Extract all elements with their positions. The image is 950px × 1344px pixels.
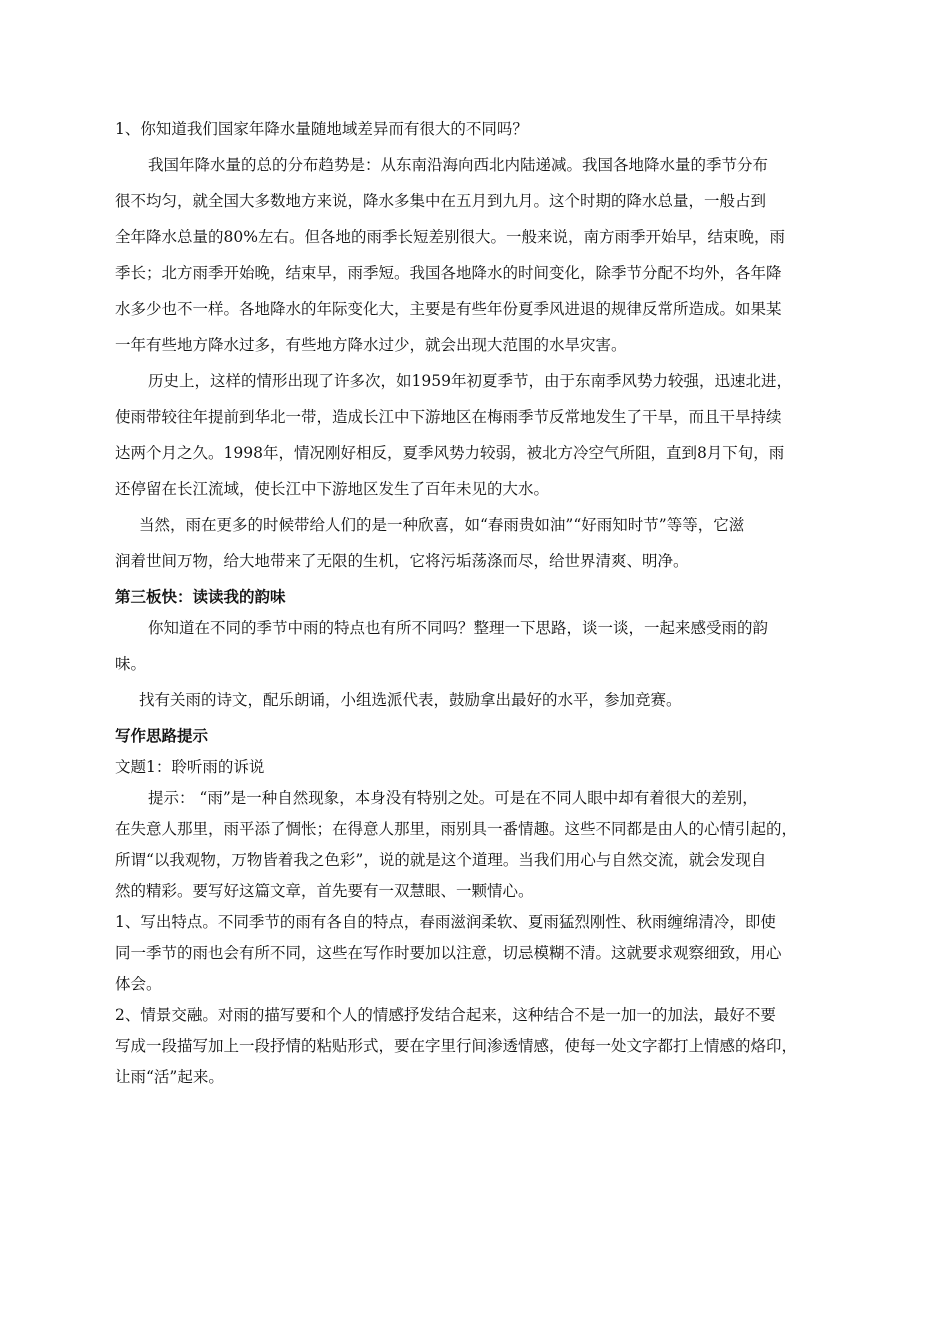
text-line: 所谓“以我观物，万物皆着我之色彩”，说的就是这个道理。当我们用心与自然交流，就会发现自	[115, 851, 767, 869]
point-characteristics	[115, 911, 843, 995]
writing-heading: 写作思路提示	[115, 727, 209, 745]
paragraph-rainfall-distribution	[115, 154, 843, 356]
text-line: 同一季节的雨也会有所不同，这些在写作时要加以注意，切忌模糊不清。这就要求观察细致，用心	[115, 944, 782, 962]
text-line: 在失意人那里，雨平添了惆怅；在得意人那里，雨别具一番情趣。这些不同都是由人的心情引起的，	[115, 820, 798, 838]
text-line: 然的精彩。要写好这篇文章，首先要有一双慧眼、一颗情心。	[115, 882, 534, 900]
text-line: 使雨带较往年提前到华北一带，造成长江中下游地区在梅雨季节反常地发生了干旱，而且干旱持续	[115, 408, 782, 426]
text-line: 还停留在长江流域，使长江中下游地区发生了百年未见的大水。	[115, 480, 550, 498]
text-line: 全年降水总量的80%左右。但各地的雨季长短差别很大。一般来说，南方雨季开始早，结束晚，雨	[115, 228, 785, 246]
text-line: 让雨“活”起来。	[115, 1068, 224, 1086]
text-line: 润着世间万物，给大地带来了无限的生机，它将污垢荡涤而尽，给世界清爽、明净。	[115, 552, 689, 570]
text-line: 体会。	[115, 975, 162, 993]
text-line: 达两个月之久。1998年，情况刚好相反，夏季风势力较弱，被北方冷空气所阻，直到8月下旬，雨	[115, 444, 785, 462]
text-line: 写成一段描写加上一段抒情的粘贴形式，要在字里行间渗透情感，使每一处文字都打上情感的烙印，	[115, 1037, 798, 1055]
paragraph-seasons	[115, 617, 843, 675]
text-line: 历史上，这样的情形出现了许多次，如1959年初夏季节，由于东南季风势力较强，迅速北进，	[148, 372, 792, 390]
text-line: 当然，雨在更多的时候带给人们的是一种欣喜，如“春雨贵如油”“好雨知时节”等等，它滋	[139, 516, 745, 534]
text-line: 水多少也不一样。各地降水的年际变化大，主要是有些年份夏季风进退的规律反常所造成。如果某	[115, 300, 782, 318]
question-heading: 1、你知道我们国家年降水量随地域差异而有很大的不同吗？	[115, 120, 528, 138]
section-heading: 第三板快：读读我的韵味	[115, 588, 286, 606]
paragraph-history	[115, 370, 843, 500]
text-line: 提示： “雨”是一种自然现象，本身没有特别之处。可是在不同人眼中却有着很大的差别，	[148, 789, 758, 807]
text-line: 我国年降水量的总的分布趋势是：从东南沿海向西北内陆递减。我国各地降水量的季节分布	[148, 156, 769, 174]
document-page	[115, 118, 843, 1097]
text-line: 你知道在不同的季节中雨的特点也有所不同吗？整理一下思路，谈一谈，一起来感受雨的韵	[148, 619, 769, 637]
paragraph-recital: 找有关雨的诗文，配乐朗诵，小组选派代表，鼓励拿出最好的水平，参加竞赛。	[139, 691, 682, 709]
text-line: 1、写出特点。不同季节的雨有各自的特点，春雨滋润柔软、夏雨猛烈刚性、秋雨缠绵清冷，即使	[115, 913, 776, 931]
topic-title: 文题1：聆听雨的诉说	[115, 758, 265, 776]
text-line: 很不均匀，就全国大多数地方来说，降水多集中在五月到九月。这个时期的降水总量，一般占到	[115, 192, 767, 210]
text-line: 一年有些地方降水过多，有些地方降水过少，就会出现大范围的水旱灾害。	[115, 336, 627, 354]
text-line: 2、情景交融。对雨的描写要和个人的情感抒发结合起来，这种结合不是一加一的加法，最好不要	[115, 1006, 776, 1024]
paragraph-tip	[115, 787, 843, 902]
text-line: 味。	[115, 655, 147, 673]
point-emotion	[115, 1004, 843, 1088]
text-line: 季长；北方雨季开始晚，结束早，雨季短。我国各地降水的时间变化，除季节分配不均外，各年降	[115, 264, 782, 282]
paragraph-joy-of-rain	[115, 514, 843, 572]
